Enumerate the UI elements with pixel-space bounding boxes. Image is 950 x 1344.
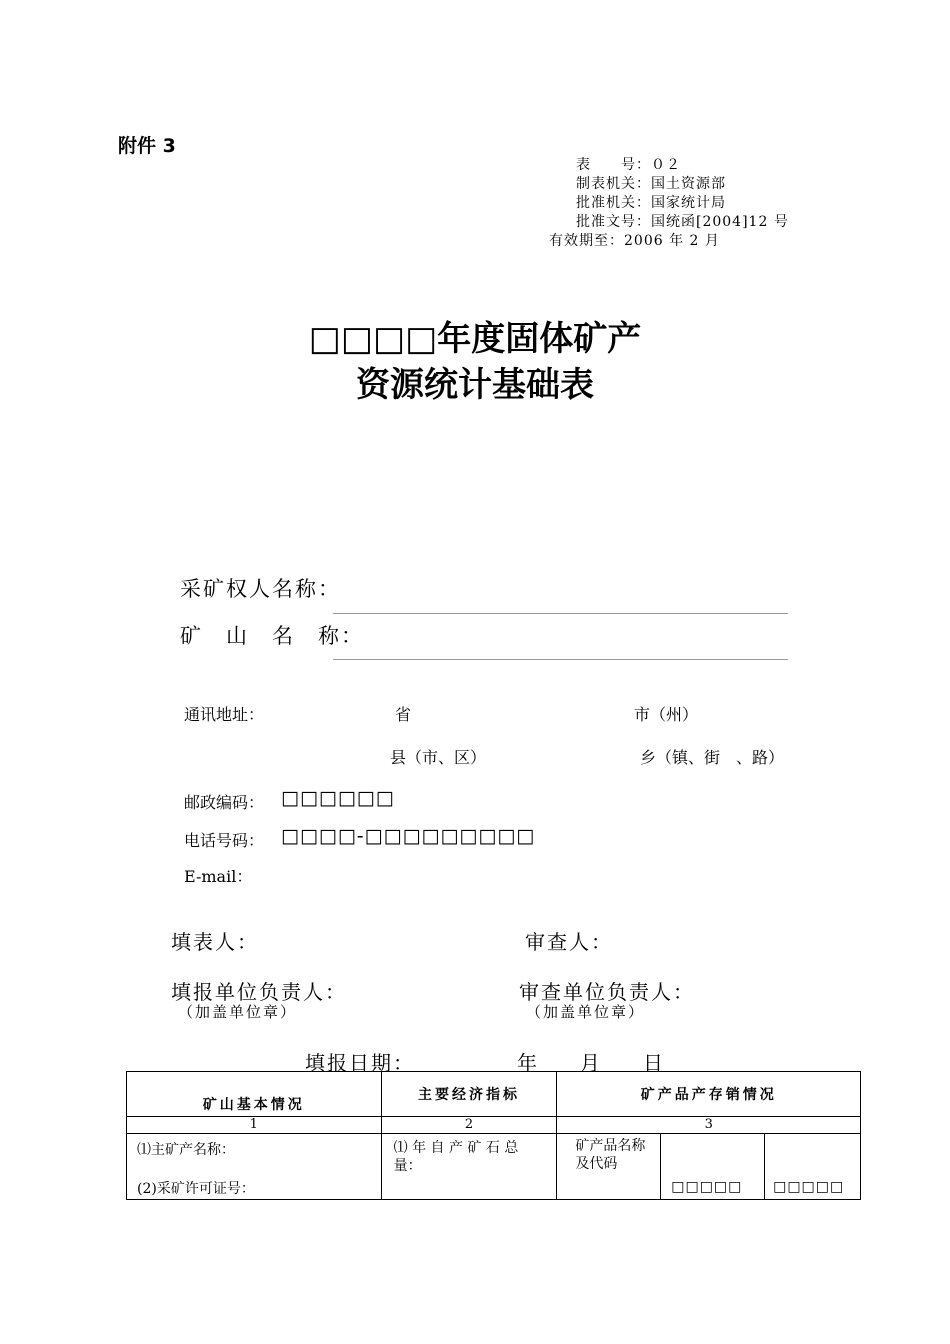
- date-month: 月: [580, 1051, 602, 1075]
- review-unit-head-label: 审查单位负责人：: [519, 980, 695, 1004]
- unit-head-label: 填报单位负责人：: [171, 980, 347, 1004]
- col-number-1: 1: [127, 1117, 382, 1134]
- product-code-cell-1: [661, 1134, 765, 1200]
- email-label: E-mail：: [184, 867, 253, 886]
- approval-document: 批准文号：国统函[2004]12 号: [576, 214, 789, 230]
- page-title-line1: □□□□年度固体矿产: [308, 319, 642, 359]
- table-number: 表 号：０２: [576, 157, 681, 173]
- attachment-label: 附件 3: [118, 135, 176, 157]
- header-economic: 主要经济指标: [381, 1072, 557, 1117]
- ore-total-label: ⑴ 年 自 产 矿 石 总 量：: [393, 1140, 519, 1174]
- license-label: (2)采矿许可证号：: [137, 1181, 255, 1197]
- approving-agency: 批准机关：国家统计局: [576, 195, 726, 211]
- page-title-line2: 资源统计基础表: [356, 365, 594, 405]
- mine-basic-cell: [127, 1134, 382, 1200]
- valid-until: 有效期至：2006 年 2 月: [549, 233, 720, 249]
- header-mine-basic: 矿山基本情况: [127, 1072, 382, 1117]
- city-label: 市（州）: [634, 705, 699, 724]
- town-label: 乡（镇、街 、路）: [640, 748, 785, 767]
- mine-name-field[interactable]: [333, 659, 788, 660]
- address-label: 通讯地址：: [184, 705, 265, 724]
- phone-boxes[interactable]: □□□□-□□□□□□□□□: [281, 825, 536, 847]
- header-product-flow: 矿产品产存销情况: [557, 1072, 861, 1117]
- col-number-3: 3: [557, 1117, 861, 1134]
- province-label: 省: [395, 705, 412, 724]
- date-day: 日: [643, 1051, 665, 1075]
- holder-name-label: 采矿权人名称：: [180, 577, 341, 601]
- reviewer-label: 审查人：: [525, 930, 613, 954]
- holder-name-field[interactable]: [333, 613, 788, 614]
- basic-info-table: [126, 1071, 861, 1200]
- date-year: 年: [517, 1051, 539, 1075]
- county-label: 县（市、区）: [390, 748, 487, 767]
- product-code-boxes-1[interactable]: □□□□□: [671, 1179, 743, 1195]
- filler-label: 填表人：: [171, 930, 259, 954]
- phone-label: 电话号码：: [184, 831, 265, 850]
- postcode-label: 邮政编码：: [184, 793, 265, 812]
- postcode-boxes[interactable]: □□□□□□: [281, 787, 395, 809]
- col-number-2: 2: [381, 1117, 557, 1134]
- seal-note-1: （加盖单位章）: [178, 1003, 298, 1021]
- mine-name-label: 矿 山 名 称：: [180, 624, 364, 648]
- economic-cell: [381, 1134, 557, 1200]
- product-code-boxes-2[interactable]: □□□□□: [773, 1179, 845, 1195]
- product-code-cell-2: [765, 1134, 861, 1200]
- product-name-cell: [557, 1134, 661, 1200]
- seal-note-2: （加盖单位章）: [526, 1003, 646, 1021]
- main-product-label: ⑴主矿产名称：: [137, 1142, 235, 1158]
- product-name-label: 矿产品名称及代码: [575, 1138, 646, 1172]
- issuing-agency: 制表机关：国土资源部: [576, 176, 726, 192]
- date-label: 填报日期：: [305, 1051, 415, 1075]
